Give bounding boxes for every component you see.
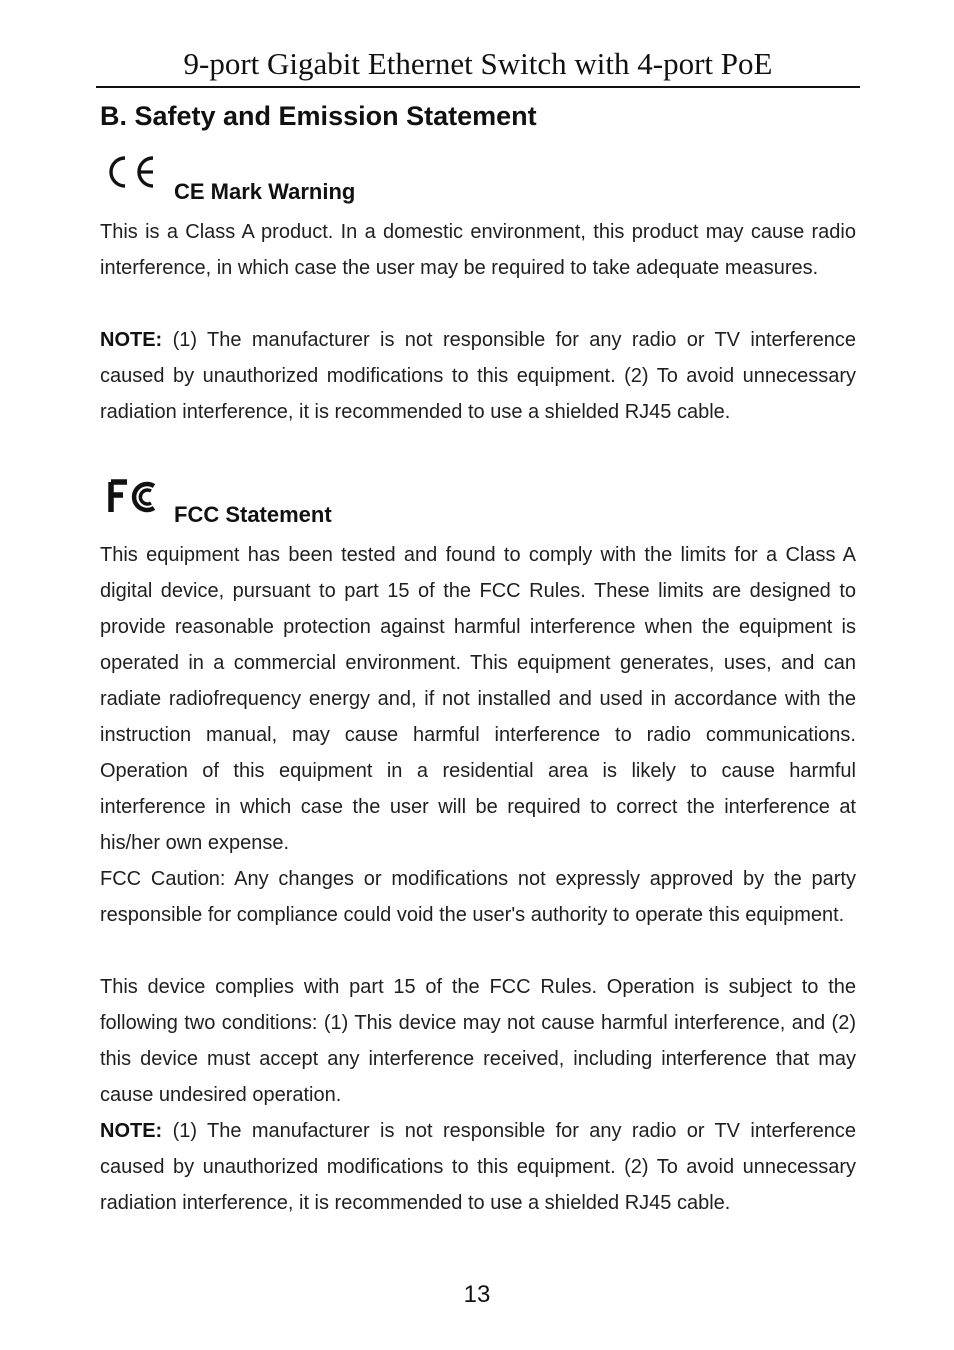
page-header-title: 9-port Gigabit Ethernet Switch with 4-port PoE	[183, 46, 773, 81]
fcc-statement-heading: FCC Statement	[174, 502, 332, 527]
ce-note-text: (1) The manufacturer is not responsible for any radio or TV interference caused by unauthorized modifications to this equipment. (2) To avoid unnecessary radiation interference, it is recommended to use a shielded RJ45 cable.	[100, 329, 856, 423]
ce-note-label: NOTE:	[100, 329, 163, 351]
ce-mark-icon	[107, 154, 159, 190]
header-divider	[96, 86, 860, 88]
section-title: B. Safety and Emission Statement	[100, 101, 537, 131]
ce-mark-heading: CE Mark Warning	[174, 179, 356, 204]
fcc-compliance-paragraph: This equipment has been tested and found to comply with the limits for a Class A digital device, pursuant to part 15 of the FCC Rules. These limits are designed to provide reasonable protection against harmful interference when the equipment is operated in a commercial environment. This equipment generates, uses, and can radiate radiofrequency energy and, if not installed and used in accordance with the instruction manual, may cause harmful interference to radio communications. Operation of this equipment in a residential area is likely to cause harmful interference in which case the user will be required to correct the interference at his/her own expense.	[100, 544, 856, 854]
fcc-note-label: NOTE:	[100, 1120, 163, 1142]
page-number: 13	[463, 1281, 491, 1308]
fcc-part15-paragraph: This device complies with part 15 of the FCC Rules. Operation is subject to the following two conditions: (1) This device may not cause harmful interference, and (2) this device must accept any interference received, including interference that may cause undesired operation.	[100, 976, 856, 1106]
ce-note-paragraph	[100, 322, 856, 430]
fcc-logo-icon	[108, 478, 160, 516]
fcc-caution-paragraph: FCC Caution: Any changes or modifications not expressly approved by the party responsible for compliance could void the user's authority to operate this equipment.	[100, 868, 856, 926]
fcc-note-text: (1) The manufacturer is not responsible for any radio or TV interference caused by unauthorized modifications to this equipment. (2) To avoid unnecessary radiation interference, it is recommended to use a shielded RJ45 cable.	[100, 1120, 856, 1214]
ce-warning-paragraph: This is a Class A product. In a domestic environment, this product may cause radio interference, in which case the user may be required to take adequate measures.	[100, 221, 856, 279]
fcc-note-paragraph	[100, 1113, 856, 1221]
